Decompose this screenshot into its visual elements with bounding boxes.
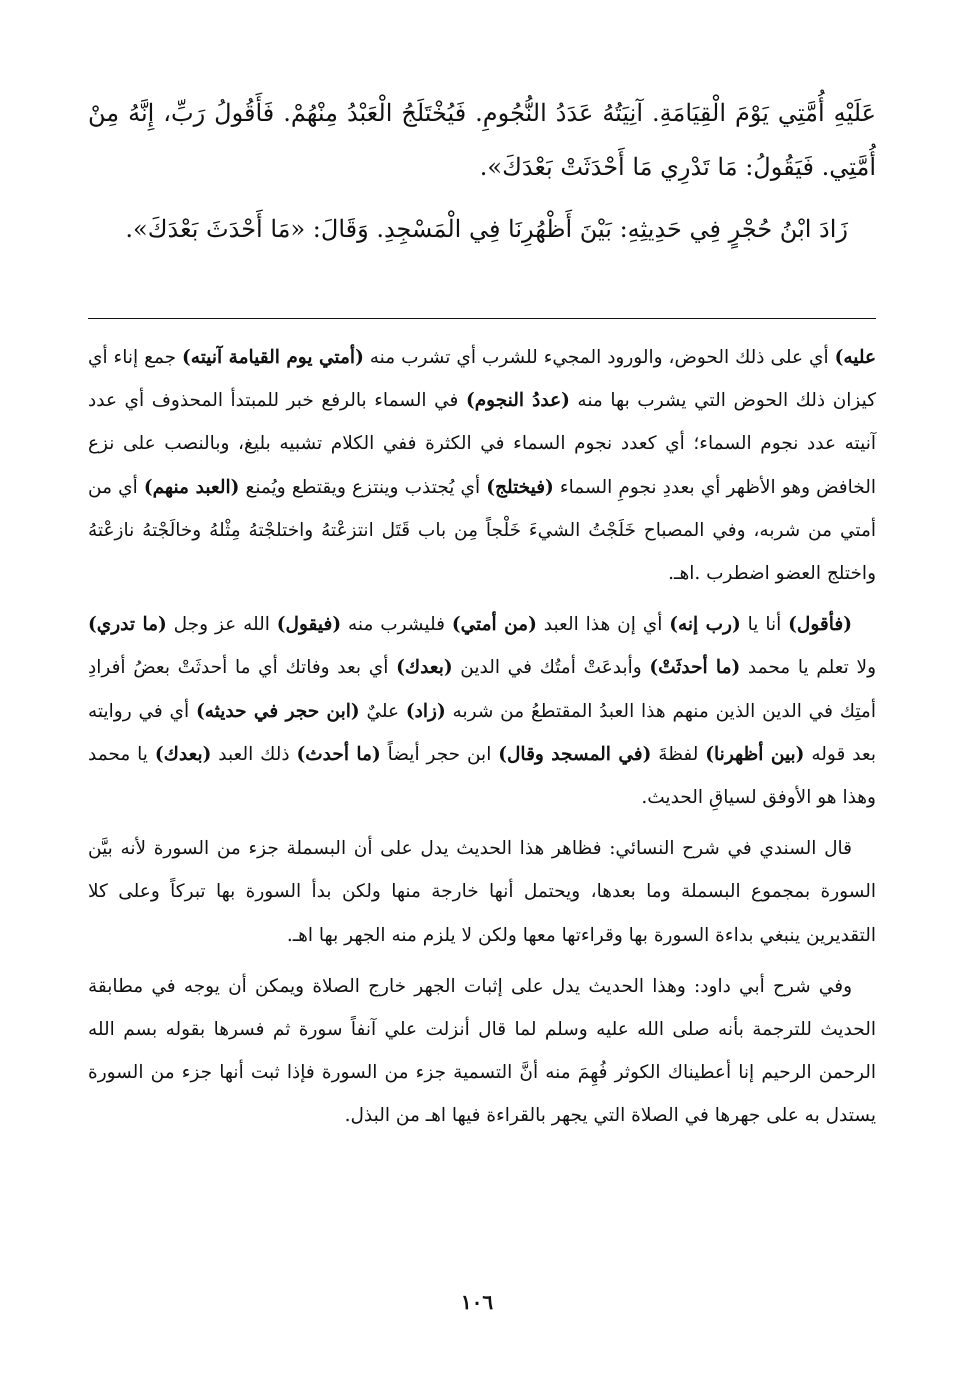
- commentary-paragraph-2: (فأقول) أنا يا (رب إنه) أي إن هذا العبد (من أمتي) فليشرب منه (فيقول) الله عز وجل (ما تدري) ولا تعلم يا محمد (ما أحدثَتْ) وأبدعَتْ أمتُك في الدين (بعدك) أي بعد وفاتك أي ما أحدثَتْ بعضُ أفرادِ أمتِك في الدين الذين منهم هذا العبدُ المقتطعُ من شربه (زاد) عليٌ (ابن حجر في حديثه) أي في روايته بعد قوله (بين أظهرنا) لفظةَ (في المسجد وقال) ابن حجر أيضاً (ما أحدث) ذلك العبد (بعدك) يا محمد وهذا هو الأوفق لسياقِ الحديث.: [88, 614, 876, 809]
- page-number: ١٠٦: [460, 1290, 494, 1314]
- bold-term: (زاد): [405, 700, 446, 722]
- commentary-paragraph-1: عليه) أي على ذلك الحوض، والورود المجيء للشرب أي تشرب منه (أمتي يوم القيامة آنيته) جمع إناء أي كيزان ذلك الحوض التي يشرب بها منه (عددُ النجوم) في السماء بالرفع خبر للمبتدأ المحذوف أي عدد آنيته عدد نجوم السماء؛ أي كعدد نجوم السماء في الكثرة ففي الكلام تشبيه بليغ، وبالنصب على نزع الخافض وهو الأظهر أي بعددِ نجومِ السماء (فيختلج) أي يُجتذب وينتزع ويقتطع ويُمنع (العبد منهم) أي من أمتي من شربه، وفي المصباح خَلَجْتُ الشيءَ خَلْجاً مِن باب قَتَل انتزعْتهُ واختلجْتهُ مِثْلهُ وخالَجْتهُ نازعْتهُ واختلج العضو اضطرب .اهـ.: [88, 347, 877, 585]
- bold-term: (ما أحدثَتْ): [649, 657, 741, 679]
- hadith-paragraph-2: زَادَ ابْنُ حُجْرٍ فِي حَدِيثِهِ: بَيْنَ أَظْهُرِنَا فِي الْمَسْجِدِ. وَقَالَ: «مَا أَحْدَثَ بَعْدَكَ».: [125, 215, 848, 243]
- bold-term: (من أمتي): [451, 614, 537, 636]
- bold-term: (في المسجد وقال): [498, 743, 652, 765]
- bold-term: (ابن حجر في حديثه): [196, 700, 360, 722]
- footnote-divider: [88, 318, 876, 319]
- commentary-paragraph-3: قال السندي في شرح النسائي: فظاهر هذا الحديث يدل على أن البسملة جزء من السورة لأنه بيَّن السورة بمجموع البسملة وما بعدها، ويحتمل أنها خارجة منها ولكن بدأ السورة بها تبركاً وعلى كلا التقديرين ينبغي بداءة السورة بها وقراءتها معها ولكن لا يلزم منه الجهر بها اهـ.: [88, 838, 876, 946]
- commentary-block: [88, 336, 876, 1138]
- bold-term: (العبد منهم): [143, 476, 240, 498]
- bold-term: (ما تدري): [88, 614, 167, 636]
- bold-term: (ما أحدث): [296, 743, 381, 765]
- bold-term: (فيقول): [276, 614, 342, 636]
- bold-term: (أمتي يوم القيامة آنيته): [182, 347, 364, 368]
- bold-term: (عددُ النجوم): [465, 390, 570, 412]
- bold-term: (رب إنه): [669, 614, 741, 636]
- bold-term: (فأقول): [788, 614, 852, 636]
- hadith-paragraph-1: عَلَيْهِ أُمَّتِي يَوْمَ الْقِيَامَةِ. آنِيَتُهُ عَدَدُ النُّجُومِ. فَيُخْتَلَجُ الْعَبْدُ مِنْهُمْ. فَأَقُولُ رَبِّ، إِنَّهُ مِنْ أُمَّتِي. فَيَقُولُ: مَا تَدْرِي مَا أَحْدَثَتْ بَعْدَكَ».: [88, 99, 876, 181]
- hadith-text-block: [88, 86, 876, 256]
- bold-term: (فيختلج): [486, 476, 554, 498]
- bold-term: (بين أظهرنا): [705, 743, 805, 765]
- bold-term: عليه): [834, 347, 876, 368]
- bold-term: (بعدك): [154, 743, 212, 765]
- bold-term: (بعدك): [396, 657, 453, 679]
- commentary-paragraph-4: وفي شرح أبي داود: وهذا الحديث يدل على إثبات الجهر خارج الصلاة ويمكن أن يوجه في مطابقة الحديث للترجمة بأنه صلى الله عليه وسلم لما قال أنزلت علي آنفاً سورة ثم فسرها بقوله بسم الله الرحمن الرحيم إنا أعطيناك الكوثر فُهِمَ منه أنَّ التسمية جزء من السورة فإذا ثبت أنها جزء من السورة يستدل به على جهرها في الصلاة التي يجهر بالقراءة فيها اهـ من البذل.: [88, 975, 876, 1127]
